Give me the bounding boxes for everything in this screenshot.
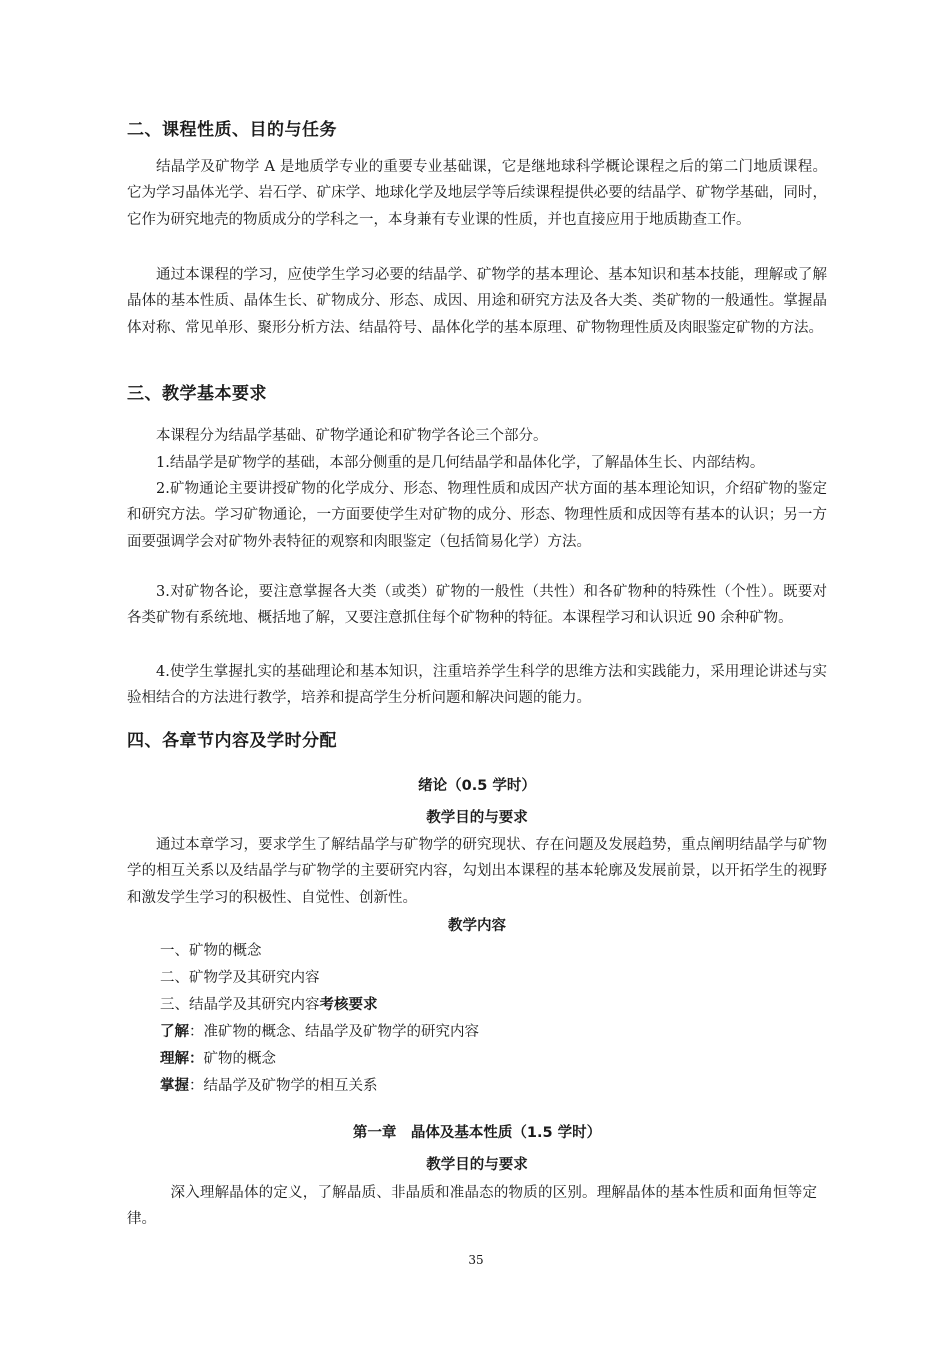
paragraph-course-nature: 结晶学及矿物学 A 是地质学专业的重要专业基础课，它是继地球科学概论课程之后的第二门地质课程。它为学习晶体光学、岩石学、矿床学、地球化学及地层学等后续课程提供必要的结晶学、矿物学基础，同时，它作为研究地壳的物质成分的学科之一，本身兼有专业课的性质，并也直接应用于地质勘查工作。 [127, 159, 827, 228]
assessment-separator: ： [189, 1051, 204, 1067]
section-heading-course-nature: 二、课程性质、目的与任务 [127, 120, 337, 140]
page-number: 35 [468, 1253, 484, 1267]
paragraph-requirement-1: 1.结晶学是矿物学的基础，本部分侧重的是几何结晶学和晶体化学，了解晶体生长、内部结构。 [156, 455, 765, 471]
intro-goal-heading: 教学目的与要求 [426, 810, 528, 826]
intro-goal-text: 通过本章学习，要求学生了解结晶学与矿物学的研究现状、存在问题及发展趋势，重点阐明结晶学与矿物学的相互关系以及结晶学与矿物学的主要研究内容，勾划出本课程的基本轮廓及发展前景，以开拓学生的视野和激发学生学习的积极性、自觉性、创新性。 [127, 837, 827, 906]
section-heading-chapters: 四、各章节内容及学时分配 [127, 731, 337, 751]
intro-content-item: 一、矿物的概念 [160, 943, 262, 959]
assessment-comprehend-row [160, 1048, 276, 1070]
paragraph-requirement-3: 3.对矿物各论，要注意掌握各大类（或类）矿物的一般性（共性）和各矿物种的特殊性（个性）。既要对各类矿物有系统地、概括地了解，又要注意抓住每个矿物种的特征。本课程学习和认识近 90 余种矿物。 [127, 584, 827, 627]
assessment-text: 矿物的概念 [203, 1051, 276, 1067]
assessment-label: 了解 [160, 1024, 189, 1040]
intro-content-item: 三、结晶学及其研究内容 [160, 997, 320, 1013]
chapter1-goal-heading: 教学目的与要求 [426, 1157, 528, 1173]
assessment-understand-row [160, 1021, 479, 1043]
assessment-text: 准矿物的概念、结晶学及矿物学的研究内容 [203, 1024, 479, 1040]
chapter1-goal-text: 深入理解晶体的定义，了解晶质、非晶质和准晶态的物质的区别。理解晶体的基本性质和面角恒等定律。 [127, 1185, 817, 1228]
paragraph-requirement-2: 2.矿物通论主要讲授矿物的化学成分、形态、物理性质和成因产状方面的基本理论知识，介绍矿物的鉴定和研究方法。学习矿物通论，一方面要使学生对矿物的成分、形态、物理性质和成因等有基本的认识；另一方面要强调学会对矿物外表特征的观察和肉眼鉴定（包括简易化学）方法。 [127, 481, 827, 550]
assessment-text: 结晶学及矿物学的相互关系 [203, 1078, 378, 1094]
assessment-separator: ： [189, 1024, 204, 1040]
assessment-master-row [160, 1075, 378, 1097]
intro-content-item: 二、矿物学及其研究内容 [160, 970, 320, 986]
paragraph-requirement-4: 4.使学生掌握扎实的基础理论和基本知识，注重培养学生科学的思维方法和实践能力，采用理论讲述与实验相结合的方法进行教学，培养和提高学生分析问题和解决问题的能力。 [127, 664, 827, 707]
assessment-heading: 考核要求 [319, 997, 378, 1013]
paragraph-course-parts: 本课程分为结晶学基础、矿物学通论和矿物学各论三个部分。 [156, 428, 548, 444]
intro-title: 绪论（0.5 学时） [418, 778, 536, 794]
assessment-label: 理解 [160, 1051, 189, 1067]
assessment-separator: ： [189, 1078, 204, 1094]
section-heading-teaching-requirements: 三、教学基本要求 [127, 384, 267, 404]
chapter1-title: 第一章 晶体及基本性质（1.5 学时） [352, 1125, 602, 1141]
intro-content-item-with-assessment [160, 994, 378, 1016]
paragraph-course-goals: 通过本课程的学习，应使学生学习必要的结晶学、矿物学的基本理论、基本知识和基本技能，理解或了解晶体的基本性质、晶体生长、矿物成分、形态、成因、用途和研究方法及各大类、类矿物的一般通性。掌握晶体对称、常见单形、聚形分析方法、结晶符号、晶体化学的基本原理、矿物物理性质及肉眼鉴定矿物的方法。 [127, 267, 827, 336]
intro-content-heading: 教学内容 [448, 918, 506, 934]
assessment-label: 掌握 [160, 1078, 189, 1094]
